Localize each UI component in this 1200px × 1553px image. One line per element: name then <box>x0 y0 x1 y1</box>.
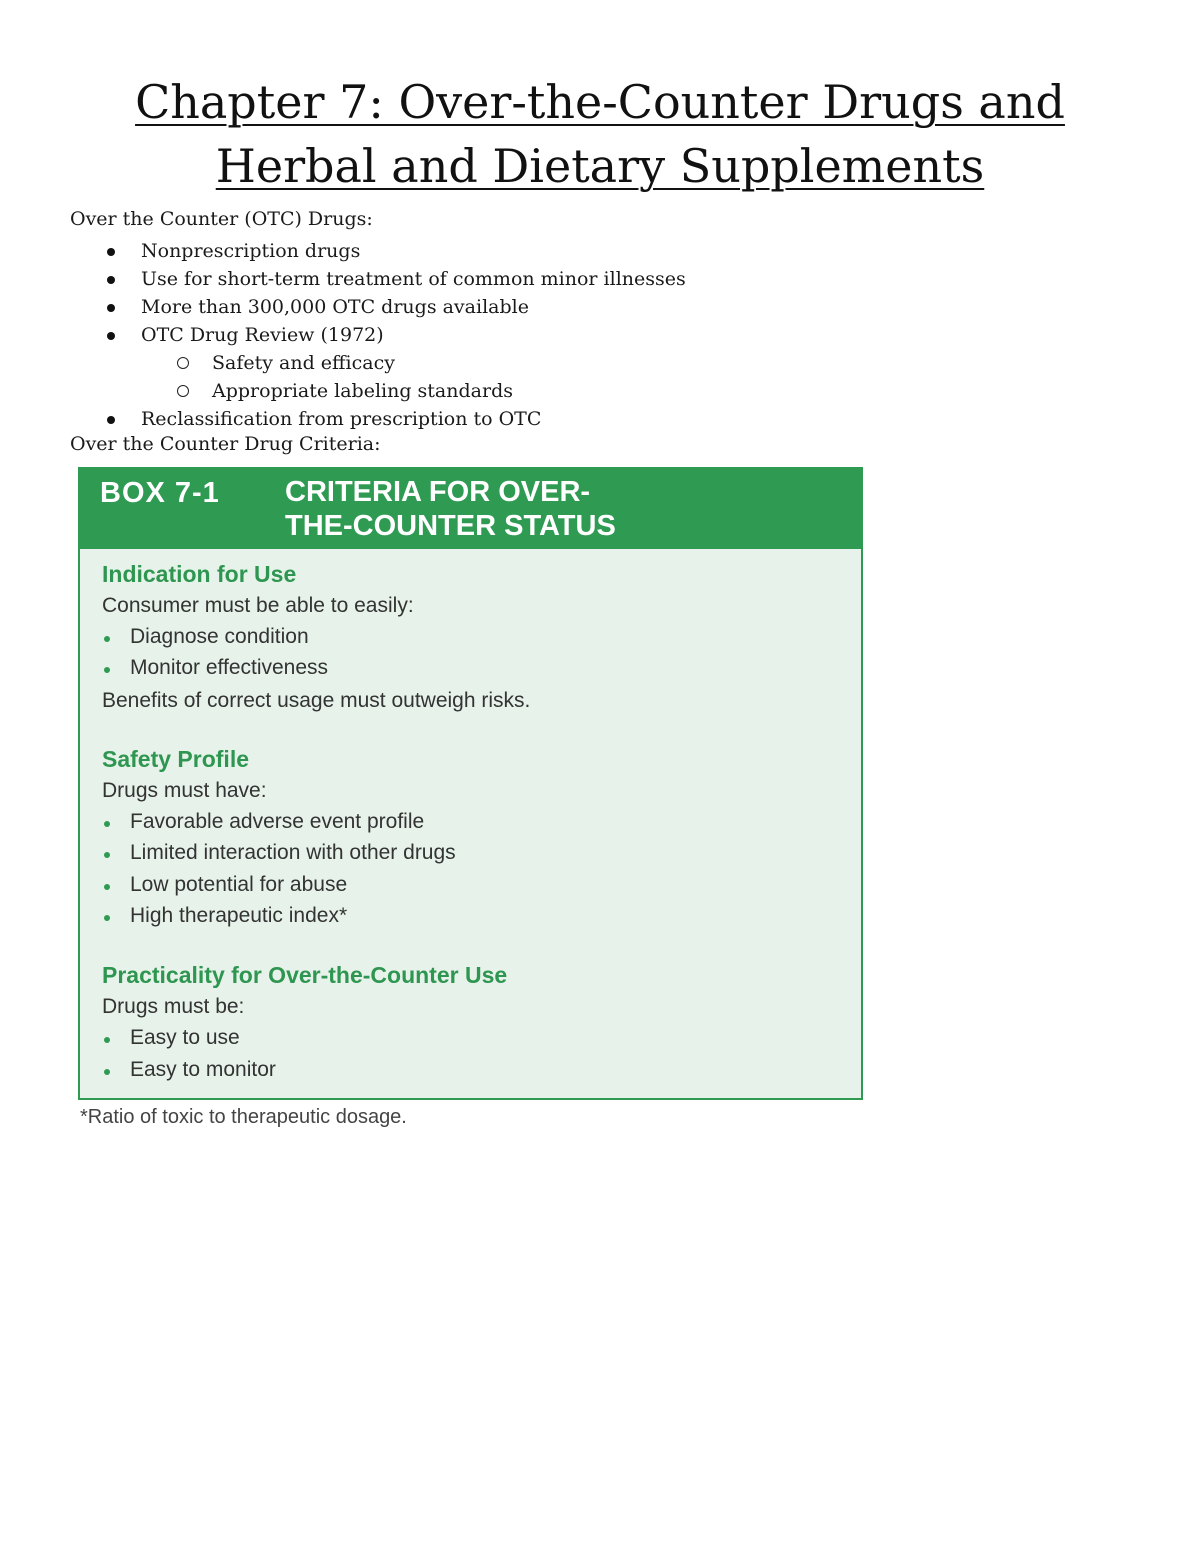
otc-bullet-list <box>0 237 686 433</box>
section-item: Limited interaction with other drugs <box>130 841 456 864</box>
box-title-line-2: THE-COUNTER STATUS <box>285 510 616 542</box>
document-title <box>0 70 1200 198</box>
bullet-dot <box>104 884 110 890</box>
title-line-1: Chapter 7: Over-the-Counter Drugs and <box>135 75 1065 129</box>
section-heading: Indication for Use <box>102 561 297 587</box>
list-item: Reclassification from prescription to OTC <box>0 405 686 433</box>
box-title-line-1: CRITERIA FOR OVER- <box>285 476 591 508</box>
criteria-heading: Over the Counter Drug Criteria: <box>70 433 381 455</box>
bullet-dot <box>104 821 110 827</box>
section-item: Easy to monitor <box>130 1058 276 1081</box>
section-intro: Drugs must have: <box>102 779 267 802</box>
criteria-box <box>78 467 863 1100</box>
list-item: More than 300,000 OTC drugs available <box>0 293 686 321</box>
section-item: Low potential for abuse <box>130 873 348 896</box>
otc-heading: Over the Counter (OTC) Drugs: <box>70 208 373 230</box>
section-item: Diagnose condition <box>130 625 309 648</box>
sub-list-item: Appropriate labeling standards <box>0 377 686 405</box>
section-heading: Practicality for Over-the-Counter Use <box>102 962 508 988</box>
list-item: Nonprescription drugs <box>0 237 686 265</box>
box-footnote: *Ratio of toxic to therapeutic dosage. <box>80 1106 407 1128</box>
section-item: Favorable adverse event profile <box>130 810 425 833</box>
box-title <box>285 475 705 543</box>
box-number: BOX 7-1 <box>100 477 220 509</box>
box-header <box>80 469 861 549</box>
sub-list-item: Safety and efficacy <box>0 349 686 377</box>
section-intro: Drugs must be: <box>102 995 245 1018</box>
bullet-dot <box>104 636 110 642</box>
list-item: Use for short-term treatment of common minor illnesses <box>0 265 686 293</box>
title-line-2: Herbal and Dietary Supplements <box>215 139 985 193</box>
section-intro: Consumer must be able to easily: <box>102 594 414 617</box>
bullet-dot <box>104 1069 110 1075</box>
section-item: Easy to use <box>130 1026 240 1049</box>
section-item: Monitor effectiveness <box>130 656 329 679</box>
section-heading: Safety Profile <box>102 746 249 772</box>
list-item: OTC Drug Review (1972) <box>0 321 686 349</box>
bullet-dot <box>104 1037 110 1043</box>
bullet-dot <box>104 852 110 858</box>
bullet-dot <box>104 667 110 673</box>
section-item: High therapeutic index* <box>130 904 348 927</box>
bullet-dot <box>104 915 110 921</box>
section-outro: Benefits of correct usage must outweigh risks. <box>102 689 531 712</box>
